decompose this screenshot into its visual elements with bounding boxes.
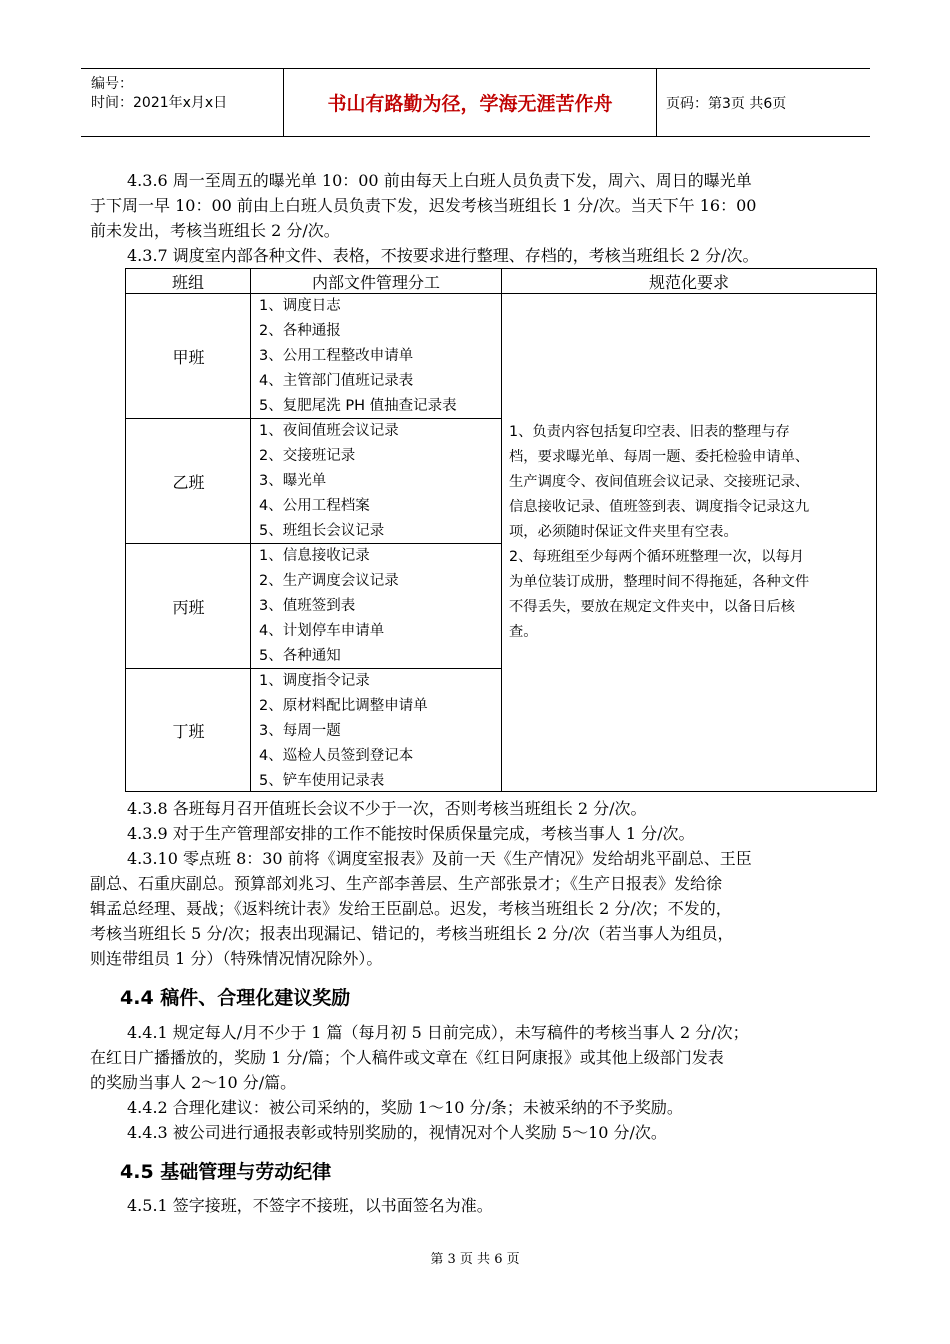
list-item: 2、原材料配比调整申请单 (259, 698, 428, 714)
list-item: 4、公用工程档案 (259, 498, 370, 514)
list-item: 1、调度指令记录 (259, 673, 370, 689)
list-item: 4、巡检人员签到登记本 (259, 748, 414, 764)
list-item: 2、生产调度会议记录 (259, 573, 399, 589)
list-item: 2、各种通报 (259, 323, 341, 339)
paragraph-4-3-7 (90, 243, 880, 268)
text-line: 辑孟总经理、聂战；《返料统计表》发给王臣副总。迟发，考核当班组长 2 分/次；不发的， (90, 899, 732, 918)
team-items (259, 544, 499, 669)
file-management-table (125, 268, 877, 792)
team-cell: 丁班 (172, 721, 205, 741)
paragraph-4-5-1 (90, 1193, 880, 1218)
header-meta (81, 69, 283, 136)
team-items (259, 294, 499, 419)
list-item: 3、曝光单 (259, 473, 327, 489)
paragraph-4-4-3 (90, 1120, 880, 1145)
text-line: 4.3.10 零点班 8：30 前将《调度室报表》及前一天《生产情况》发给胡兆平副总、王臣 (127, 849, 752, 868)
paragraph-4-4-2 (90, 1095, 880, 1120)
paragraph-4-3-10 (90, 846, 880, 971)
list-item: 5、铲车使用记录表 (259, 773, 385, 789)
text-line: 4.4.3 被公司进行通报表彰或特别奖励的，视情况对个人奖励 5～10 分/次。 (127, 1123, 667, 1142)
requirement-line: 不得丢失，要放在规定文件夹中，以备日后核 (509, 599, 795, 615)
requirement-line: 2、每班组至少每两个循环班整理一次，以每月 (509, 549, 805, 565)
section-heading-4-5: 4.5 基础管理与劳动纪律 (120, 1161, 332, 1183)
header-motto: 书山有路勤为径，学海无涯苦作舟 (283, 69, 657, 136)
team-items (259, 669, 499, 794)
list-item: 5、班组长会议记录 (259, 523, 385, 539)
paragraph-4-3-8 (90, 796, 880, 821)
text-line: 在红日广播播放的，奖励 1 分/篇；个人稿件或文章在《红日阿康报》或其他上级部门发表 (90, 1048, 724, 1067)
requirement-line: 生产调度令、夜间值班会议记录、交接班记录、 (509, 474, 810, 490)
list-item: 3、值班签到表 (259, 598, 356, 614)
team-cell: 乙班 (172, 472, 205, 492)
requirement-line: 查。 (509, 624, 538, 640)
paragraph-4-4-1 (90, 1020, 880, 1095)
text-line: 前未发出，考核当班组长 2 分/次。 (90, 221, 340, 240)
team-items (259, 419, 499, 544)
list-item: 1、调度日志 (259, 298, 341, 314)
list-item: 1、夜间值班会议记录 (259, 423, 399, 439)
text-line: 的奖励当事人 2～10 分/篇。 (90, 1073, 297, 1092)
list-item: 5、复肥尾洗 PH 值抽查记录表 (259, 398, 457, 414)
text-line: 副总、石重庆副总。预算部刘兆习、生产部李善层、生产部张景才；《生产日报表》发给徐 (90, 874, 723, 893)
list-item: 3、每周一题 (259, 723, 341, 739)
text-line: 4.4.1 规定每人/月不少于 1 篇（每月初 5 日前完成），未写稿件的考核当事人 2 分/次； (127, 1023, 749, 1042)
document-date: 时间：2021年x月x日 (91, 95, 228, 111)
text-line: 4.3.8 各班每月召开值班长会议不少于一次，否则考核当班组长 2 分/次。 (127, 799, 647, 818)
list-item: 3、公用工程整改申请单 (259, 348, 414, 364)
text-line: 考核当班组长 5 分/次；报表出现漏记、错记的，考核当班组长 2 分/次（若当事人为组员， (90, 924, 734, 943)
page-footer: 第 3 页 共 6 页 (430, 1252, 520, 1267)
table-header-requirements: 规范化要求 (648, 272, 729, 292)
text-line: 4.4.2 合理化建议：被公司采纳的，奖励 1～10 分/条；未被采纳的不予奖励。 (127, 1098, 683, 1117)
requirement-line: 项，必须随时保证文件夹里有空表。 (509, 524, 738, 540)
requirement-line: 1、负责内容包括复印空表、旧表的整理与存 (509, 424, 790, 440)
requirement-line: 为单位装订成册，整理时间不得拖延，各种文件 (509, 574, 810, 590)
header-page-info: 页码：第3页 共6页 (666, 95, 787, 112)
requirement-line: 信息接收记录、值班签到表、调度指令记录这九 (509, 499, 810, 515)
requirements-cell (509, 420, 871, 645)
section-heading-4-4: 4.4 稿件、合理化建议奖励 (120, 987, 351, 1009)
list-item: 2、交接班记录 (259, 448, 356, 464)
page-header (81, 68, 870, 137)
text-line: 4.5.1 签字接班，不签字不接班，以书面签名为准。 (127, 1196, 493, 1215)
document-number-label: 编号： (91, 76, 133, 92)
text-line: 4.3.7 调度室内部各种文件、表格，不按要求进行整理、存档的，考核当班组长 2 分/次。 (127, 246, 759, 265)
table-divider (501, 269, 502, 791)
list-item: 1、信息接收记录 (259, 548, 370, 564)
team-cell: 甲班 (172, 347, 205, 367)
text-line: 4.3.9 对于生产管理部安排的工作不能按时保质保量完成，考核当事人 1 分/次。 (127, 824, 695, 843)
team-cell: 丙班 (172, 597, 205, 617)
paragraph-4-3-9 (90, 821, 880, 846)
text-line: 4.3.6 周一至周五的曝光单 10：00 前由每天上白班人员负责下发，周六、周日的曝光单 (127, 171, 752, 190)
requirement-line: 档，要求曝光单、每周一题、委托检验申请单、 (509, 449, 810, 465)
table-header-division: 内部文件管理分工 (311, 272, 440, 292)
text-line: 则连带组员 1 分）（特殊情况情况除外）。 (90, 949, 383, 968)
text-line: 于下周一早 10：00 前由上白班人员负责下发，迟发考核当班组长 1 分/次。当天下午 16：00 (90, 196, 757, 215)
list-item: 4、计划停车申请单 (259, 623, 385, 639)
table-header-team: 班组 (171, 272, 204, 292)
paragraph-4-3-6 (90, 168, 880, 243)
list-item: 5、各种通知 (259, 648, 341, 664)
list-item: 4、主管部门值班记录表 (259, 373, 414, 389)
